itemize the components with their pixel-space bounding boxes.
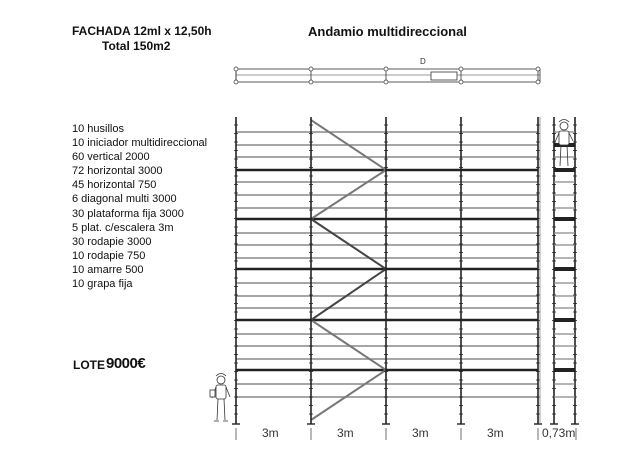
- diagonal-brace: [311, 219, 386, 269]
- side-deck: [554, 318, 575, 322]
- plan-outline: [236, 69, 540, 82]
- list-item: 30 rodapie 3000: [72, 235, 152, 248]
- dimension-label: 0,73m: [542, 426, 576, 440]
- plan-node: [536, 80, 540, 84]
- plan-node: [384, 80, 388, 84]
- list-item: 10 grapa fija: [72, 278, 133, 291]
- side-deck: [554, 267, 575, 271]
- dimension-ticks: [236, 428, 576, 440]
- plan-view: [234, 57, 540, 84]
- plan-node: [309, 80, 313, 84]
- dimension-label: 3m: [262, 426, 279, 440]
- list-item: 10 husillos: [72, 123, 124, 135]
- list-item: 45 horizontal 750: [72, 179, 157, 192]
- list-item: 5 plat. c/escalera 3m: [72, 221, 174, 234]
- diagonal-brace: [311, 269, 386, 320]
- lot-label: LOTE: [73, 358, 105, 372]
- worker-icon: [210, 374, 230, 422]
- page-title: Andamio multidireccional: [308, 24, 467, 39]
- list-item: 10 rodapie 750: [72, 249, 146, 262]
- plan-node: [459, 80, 463, 84]
- elevation-view: [232, 117, 542, 424]
- plan-node: [536, 67, 540, 71]
- side-deck: [554, 217, 575, 221]
- side-deck: [554, 368, 575, 372]
- plan-marker: D: [420, 57, 426, 66]
- lot-price: 9000€: [106, 355, 146, 372]
- plan-node: [384, 67, 388, 71]
- plan-node: [459, 67, 463, 71]
- plan-stair-hatch: [431, 72, 457, 80]
- dimension-label: 3m: [412, 426, 429, 440]
- side-deck: [554, 168, 575, 172]
- dimension-label: 3m: [337, 426, 354, 440]
- plan-node: [234, 67, 238, 71]
- side-view: [540, 117, 579, 424]
- list-item: 10 amarre 500: [72, 263, 144, 276]
- worker-on-scaffold-icon: [555, 120, 573, 167]
- dimension-label: 3m: [487, 426, 504, 440]
- list-item: 72 horizontal 3000: [72, 165, 163, 178]
- total-area: Total 150m2: [102, 39, 171, 53]
- plan-node: [309, 67, 313, 71]
- list-item: 6 diagonal multi 3000: [72, 193, 177, 206]
- list-item: 60 vertical 2000: [72, 151, 150, 164]
- diagonal-brace: [311, 370, 386, 420]
- plan-node: [234, 80, 238, 84]
- list-item: 30 plataforma fija 3000: [72, 207, 184, 220]
- facade-dimensions: FACHADA 12ml x 12,50h: [72, 24, 212, 38]
- diagonal-brace: [311, 320, 386, 370]
- list-item: 10 iniciador multidireccional: [72, 137, 208, 150]
